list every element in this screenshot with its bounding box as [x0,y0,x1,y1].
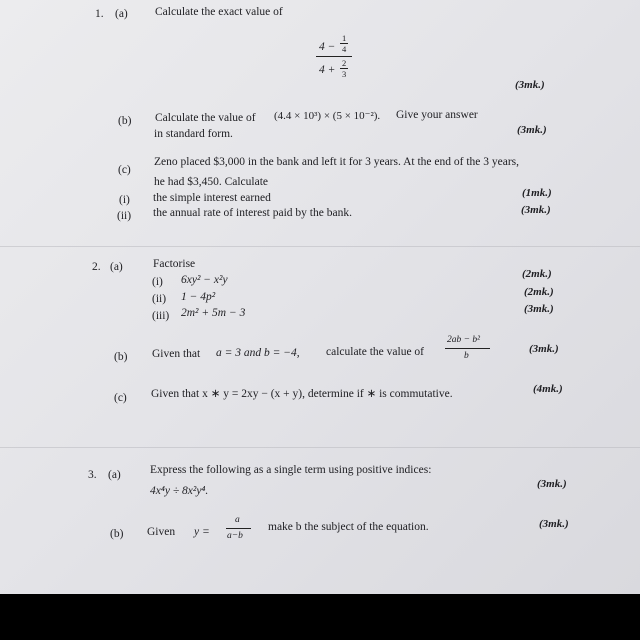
subpart-label: (i) [119,194,130,206]
marks-label: (3mk.) [529,343,559,355]
question-text: make b the subject of the equation. [268,521,429,533]
marks-label: (4mk.) [533,383,563,395]
marks-label: (3mk.) [515,79,545,91]
small-den: 3 [342,69,347,79]
question-text: calculate the value of [326,346,425,358]
fraction-denominator: b [464,351,469,361]
question-text: Zeno placed $3,000 in the bank and left it for 3 years. At the end of the 3 years, [154,156,520,168]
part-label: (a) [110,261,123,273]
math-expression: a = 3 and b = −4, [216,347,300,359]
math-expression: 4x⁴y ÷ 8x²y⁴. [150,485,209,497]
question-text: Given that [152,348,201,360]
denominator-text: 4 + [319,64,336,76]
math-expression: y = [194,526,210,538]
question-text: Given that x ∗ y = 2xy − (x + y), determine if ∗ is commutative. [151,388,453,400]
question-number: 1. [95,8,104,20]
subpart-label: (ii) [117,210,132,222]
part-label: (b) [118,115,132,127]
math-expression: 6xy² − x²y [181,274,228,286]
main-fraction-line [316,56,352,57]
marks-label: (1mk.) [522,187,552,199]
part-label: (b) [114,351,128,363]
question-text: Express the following as a single term using positive indices: [150,464,432,476]
subpart-label: (ii) [152,293,167,305]
small-num: 1 [342,33,347,43]
small-num: 2 [342,58,347,68]
marks-label: (3mk.) [521,204,551,216]
fraction-line [445,348,490,349]
marks-label: (3mk.) [517,124,547,136]
numerator-text: 4 − [319,41,336,53]
math-expression: 2m² + 5m − 3 [181,307,246,319]
fraction-line [226,528,251,529]
subpart-label: (i) [152,276,163,288]
section-divider [0,246,640,247]
marks-label: (3mk.) [539,518,569,530]
part-label: (c) [118,164,131,176]
fraction-numerator: a [235,515,240,525]
question-text: Calculate the exact value of [155,6,283,18]
question-text: in standard form. [154,128,233,140]
black-border [0,594,640,640]
subpart-label: (iii) [152,310,170,322]
question-text: Calculate the value of [155,112,256,124]
marks-label: (2mk.) [524,286,554,298]
fraction-denominator: a−b [227,531,243,541]
part-label: (b) [110,528,124,540]
small-den: 4 [342,44,347,54]
fraction-numerator: 2ab − b² [447,335,481,345]
question-number: 2. [92,261,101,273]
marks-label: (3mk.) [537,478,567,490]
section-divider [0,447,640,448]
marks-label: (3mk.) [524,303,554,315]
question-text: the simple interest earned [153,192,271,204]
marks-label: (2mk.) [522,268,552,280]
part-label: (a) [108,469,121,481]
question-text: the annual rate of interest paid by the bank. [153,207,352,219]
math-expression: 1 − 4p² [181,291,216,303]
question-text: Given [147,526,176,538]
question-text: Factorise [153,258,196,270]
part-label: (c) [114,392,127,404]
part-label: (a) [115,8,128,20]
question-text: Give your answer [396,109,478,121]
question-number: 3. [88,469,97,481]
question-text: he had $3,450. Calculate [154,176,269,188]
math-expression: (4.4 × 10³) × (5 × 10⁻²). [274,110,381,122]
